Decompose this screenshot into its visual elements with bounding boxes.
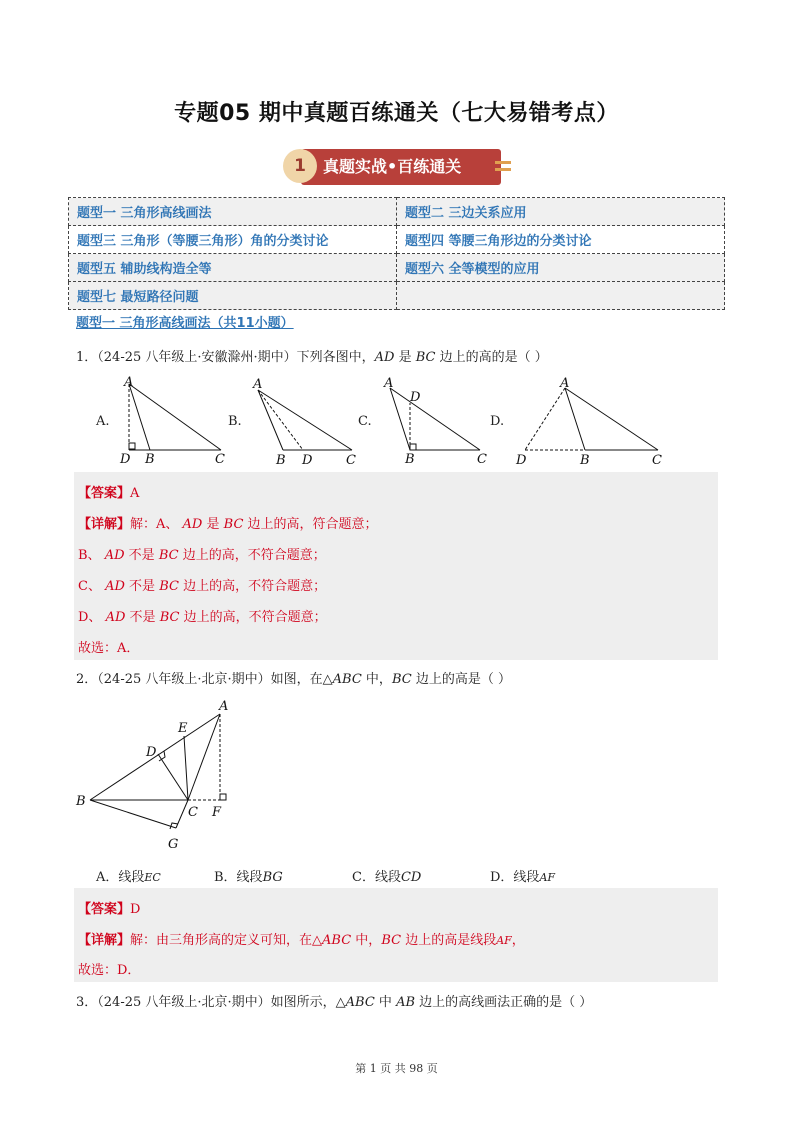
question-text: 边上的高的是（ ） — [435, 350, 548, 365]
toc-link[interactable]: 题型一 三角形高线画法 — [69, 198, 397, 226]
label-d-B: B — [580, 453, 590, 468]
math-term: AD — [374, 350, 395, 365]
detail-text: ， — [511, 933, 525, 948]
detail-text: 不是 — [128, 548, 155, 563]
label-B: B — [76, 794, 86, 809]
option-c-label: C. — [358, 414, 372, 429]
label-E: E — [178, 721, 188, 736]
q2-option-b — [214, 866, 283, 885]
q2-figure — [70, 690, 250, 855]
question-text: 中 — [374, 995, 397, 1010]
math-term: BG — [262, 870, 283, 885]
figure-d — [525, 388, 658, 450]
conclusion: 故选：A． — [78, 641, 140, 656]
math-term: BC — [415, 350, 436, 365]
figure-c — [390, 388, 480, 450]
detail-line — [78, 929, 525, 948]
detail-text: B、 — [78, 548, 101, 563]
detail-text: 不是 — [129, 579, 156, 594]
question-text: 边上的高线画法正确的是（ ） — [415, 995, 593, 1010]
math-term: EC — [144, 871, 161, 884]
math-term: BC — [381, 933, 402, 948]
math-term: △ABC — [312, 933, 352, 948]
label-D: D — [146, 745, 157, 760]
label-G: G — [168, 837, 179, 852]
option-a-label: A. — [96, 414, 110, 429]
label-a-C: C — [215, 452, 225, 467]
label-F: F — [212, 805, 222, 820]
question-3 — [76, 991, 592, 1010]
detail-text: 边上的高是线段 — [401, 933, 497, 948]
option-text: C．线段 — [352, 870, 401, 885]
question-text: 3．（24-25 八年级上·北京·期中）如图所示， — [76, 995, 336, 1010]
option-text: D．线段 — [490, 870, 540, 885]
figure-a — [129, 384, 221, 450]
question-1 — [76, 346, 548, 365]
detail-text: 解：A、 — [130, 517, 179, 532]
question-text: 1．（24-25 八年级上·安徽滁州·期中）下列各图中， — [76, 350, 375, 365]
detail-text: 边上的高，符合题意； — [247, 517, 378, 532]
question-2 — [76, 668, 511, 687]
toc-link — [397, 282, 725, 310]
q1-figures — [0, 370, 793, 470]
figure-b — [258, 390, 352, 450]
toc-link[interactable]: 题型四 等腰三角形边的分类讨论 — [397, 226, 725, 254]
label-c-B: B — [405, 452, 415, 467]
detail-text: C、 — [78, 579, 101, 594]
toc-link[interactable]: 题型六 全等模型的应用 — [397, 254, 725, 282]
answer-box-1 — [74, 472, 718, 660]
toc-link[interactable]: 题型三 三角形（等腰三角形）角的分类讨论 — [69, 226, 397, 254]
question-text: 中， — [361, 672, 392, 687]
banner-number: 1 — [283, 149, 317, 183]
option-d-label: D. — [490, 414, 505, 429]
answer-line — [78, 482, 139, 501]
answer-value: D — [130, 902, 141, 917]
toc-link[interactable]: 题型二 三边关系应用 — [397, 198, 725, 226]
math-term: AD — [105, 610, 126, 625]
toc-link[interactable]: 题型七 最短路径问题 — [69, 282, 397, 310]
math-term: BC — [158, 548, 179, 563]
detail-text: 解：由三角形高的定义可知，在 — [130, 933, 313, 948]
section-heading[interactable]: 题型一 三角形高线画法（共11小题） — [76, 316, 294, 331]
detail-text: 边上的高，不符合题意； — [183, 610, 327, 625]
label-c-C: C — [477, 452, 487, 467]
label-b-D: D — [302, 453, 313, 468]
option-b-label: B. — [228, 414, 242, 429]
label-b-B: B — [276, 453, 286, 468]
math-term: CD — [400, 870, 422, 885]
question-text: 2．（24-25 八年级上·北京·期中）如图，在 — [76, 672, 323, 687]
page-footer: 第 1 页 共 98 页 — [355, 1062, 438, 1075]
detail-text: 边上的高，不符合题意； — [183, 579, 327, 594]
q2-option-a — [96, 866, 161, 885]
question-text: 是 — [394, 350, 416, 365]
detail-line — [78, 575, 326, 594]
label-a-D: D — [120, 452, 131, 467]
math-term: AF — [539, 871, 556, 884]
label-A: A — [219, 699, 229, 714]
question-text: 边上的高是（ ） — [411, 672, 511, 687]
label-d-A: A — [560, 376, 570, 391]
math-term: AD — [105, 579, 125, 594]
option-text: B．线段 — [214, 870, 263, 885]
math-term: BC — [223, 517, 244, 532]
label-c-A: A — [384, 376, 394, 391]
toc-link[interactable]: 题型五 辅助线构造全等 — [69, 254, 397, 282]
math-term: AB — [396, 995, 416, 1010]
label-d-D: D — [516, 453, 527, 468]
math-term: AF — [496, 934, 512, 947]
label-a-A: A — [124, 375, 134, 390]
page-title: 专题05 期中真题百练通关（七大易错考点） — [174, 101, 619, 126]
detail-key: 【详解】 — [78, 517, 131, 532]
label-C: C — [188, 805, 198, 820]
detail-line — [78, 544, 326, 563]
topic-table — [68, 197, 725, 310]
math-term: BC — [159, 579, 179, 594]
banner-decoration — [495, 168, 511, 171]
detail-line — [78, 513, 378, 532]
math-term: AD — [104, 548, 125, 563]
option-text: A．线段 — [96, 870, 145, 885]
label-b-C: C — [346, 453, 356, 468]
label-d-C: C — [652, 453, 662, 468]
detail-text: 边上的高，不符合题意； — [182, 548, 326, 563]
detail-text: 是 — [206, 517, 220, 532]
detail-key: 【详解】 — [78, 933, 131, 948]
answer-line — [78, 898, 140, 917]
answer-key: 【答案】 — [78, 486, 131, 501]
conclusion: 故选：D． — [78, 963, 141, 978]
banner-text: 真题实战•百练通关 — [323, 157, 462, 176]
detail-text: D、 — [78, 610, 102, 625]
label-c-D: D — [410, 390, 421, 405]
math-term: BC — [391, 672, 412, 687]
answer-key: 【答案】 — [78, 902, 131, 917]
math-term: AD — [182, 517, 203, 532]
label-b-A: A — [253, 377, 263, 392]
detail-line — [78, 606, 327, 625]
math-term: △ABC — [322, 672, 362, 687]
q2-option-d — [490, 866, 555, 885]
section-banner — [283, 147, 513, 187]
math-term: △ABC — [335, 995, 375, 1010]
answer-value: A — [130, 486, 140, 501]
answer-box-2 — [74, 888, 718, 982]
q2-option-c — [352, 866, 421, 885]
detail-text: 不是 — [129, 610, 156, 625]
label-a-B: B — [145, 452, 155, 467]
banner-decoration — [495, 161, 511, 164]
detail-text: 中， — [351, 933, 382, 948]
math-term: BC — [159, 610, 180, 625]
